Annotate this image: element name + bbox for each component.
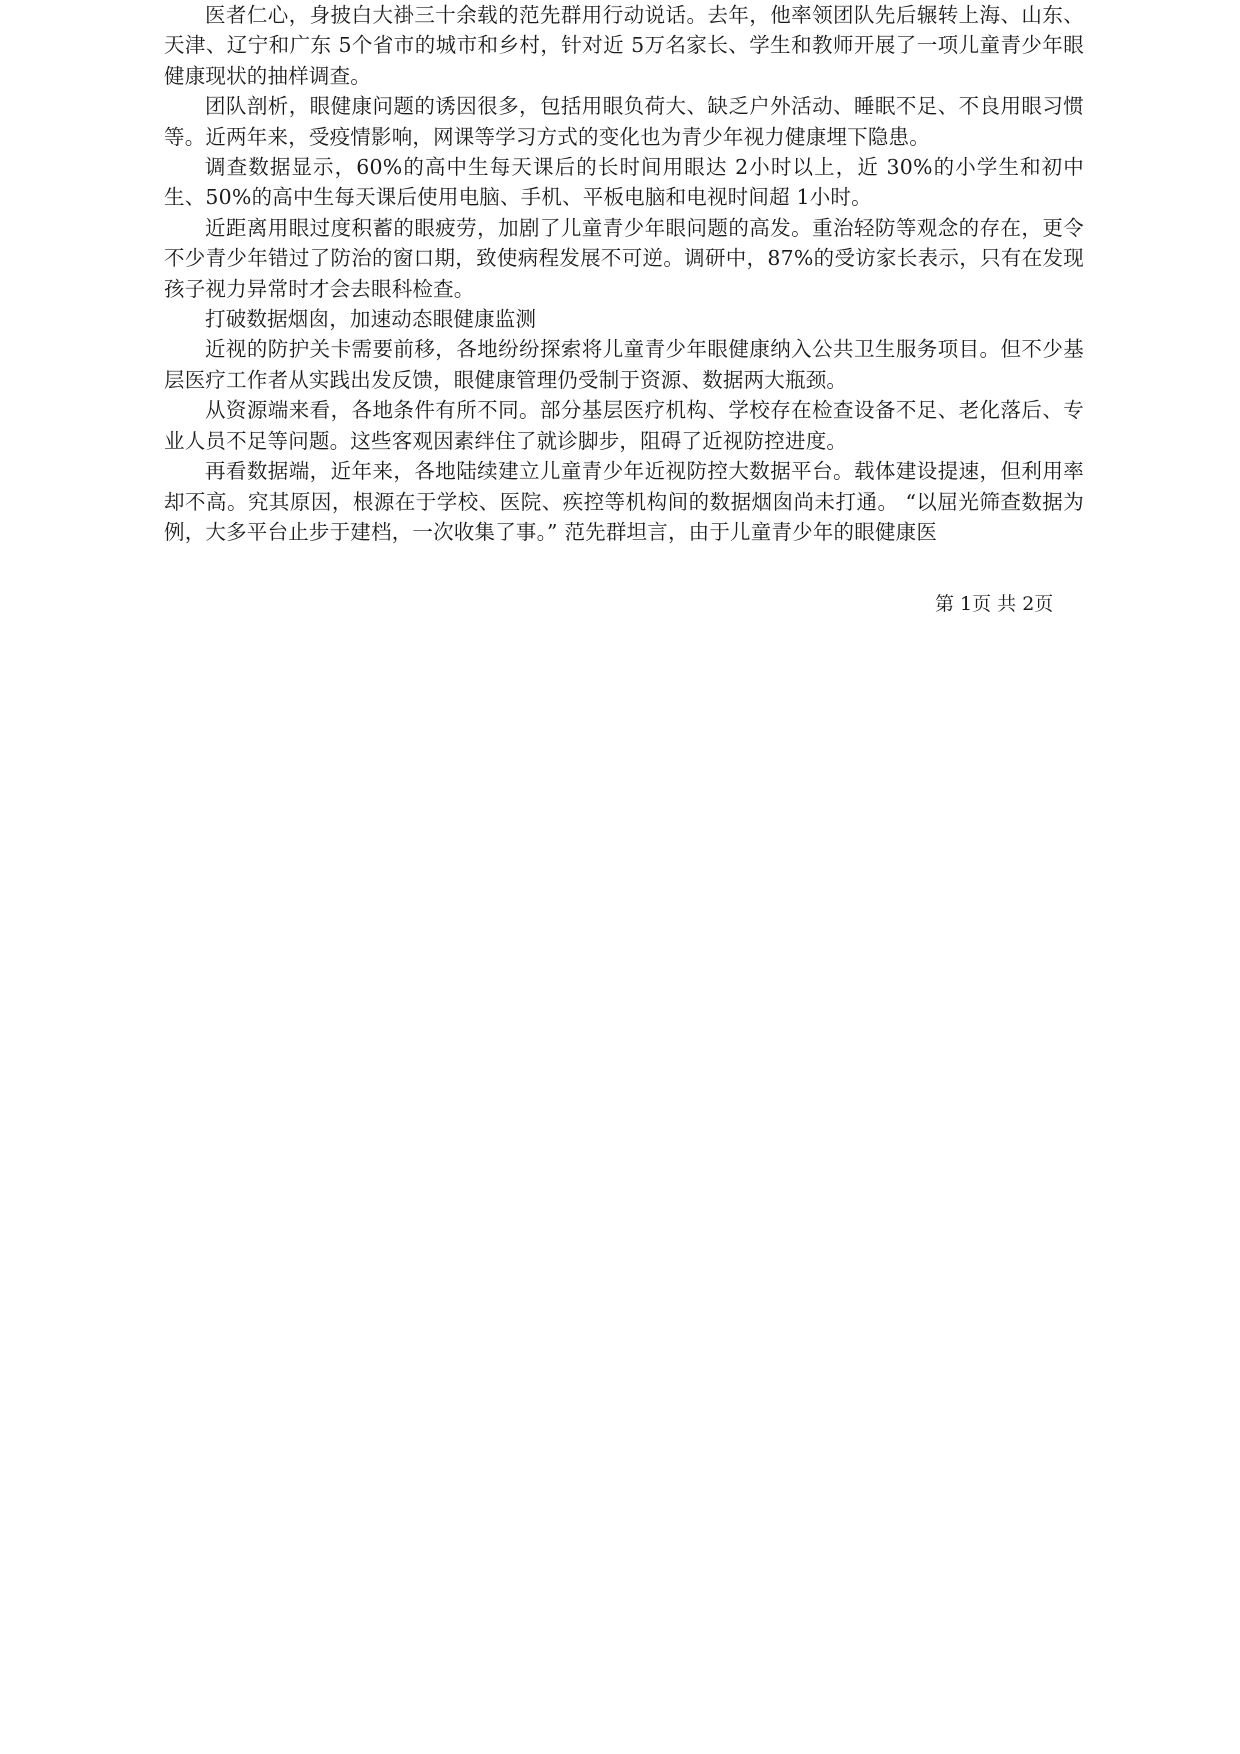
paragraph: 再看数据端，近年来，各地陆续建立儿童青少年近视防控大数据平台。载体建设提速，但利用率却不高。究其原因，根源在于学校、医院、疾控等机构间的数据烟囱尚未打通。 “以屈光筛查数据为例，大多平台止步于建档，一次收集了事。” 范先群坦言，由于儿童青少年的眼健康医 [164,459,1084,544]
paragraph: 医者仁心，身披白大褂三十余载的范先群用行动说话。去年，他率领团队先后辗转上海、山东、天津、辽宁和广东 5个省市的城市和乡村，针对近 5万名家长、学生和教师开展了一项儿童青少年眼健康现状的抽样调查。 [164,3,1084,88]
paragraph: 团队剖析，眼健康问题的诱因很多，包括用眼负荷大、缺乏户外活动、睡眠不足、不良用眼习惯等。近两年来，受疫情影响，网课等学习方式的变化也为青少年视力健康埋下隐患。 [164,94,1084,149]
paragraph: 从资源端来看，各地条件有所不同。部分基层医疗机构、学校存在检查设备不足、老化落后、专业人员不足等问题。这些客观因素绊住了就诊脚步，阻碍了近视防控进度。 [164,398,1084,453]
article-body [164,0,1084,547]
paragraph: 调查数据显示，60%的高中生每天课后的长时间用眼达 2小时以上，近 30%的小学生和初中生、50%的高中生每天课后使用电脑、手机、平板电脑和电视时间超 1小时。 [164,155,1084,210]
page-number-footer: 第 1页 共 2页 [935,593,1054,615]
paragraph: 近距离用眼过度积蓄的眼疲劳，加剧了儿童青少年眼问题的高发。重治轻防等观念的存在，更令不少青少年错过了防治的窗口期，致使病程发展不可逆。调研中，87%的受访家长表示，只有在发现孩子视力异常时才会去眼科检查。 [164,215,1084,301]
section-heading: 打破数据烟囱，加速动态眼健康监测 [205,307,537,332]
paragraph: 近视的防护关卡需要前移，各地纷纷探索将儿童青少年眼健康纳入公共卫生服务项目。但不少基层医疗工作者从实践出发反馈，眼健康管理仍受制于资源、数据两大瓶颈。 [164,337,1084,392]
